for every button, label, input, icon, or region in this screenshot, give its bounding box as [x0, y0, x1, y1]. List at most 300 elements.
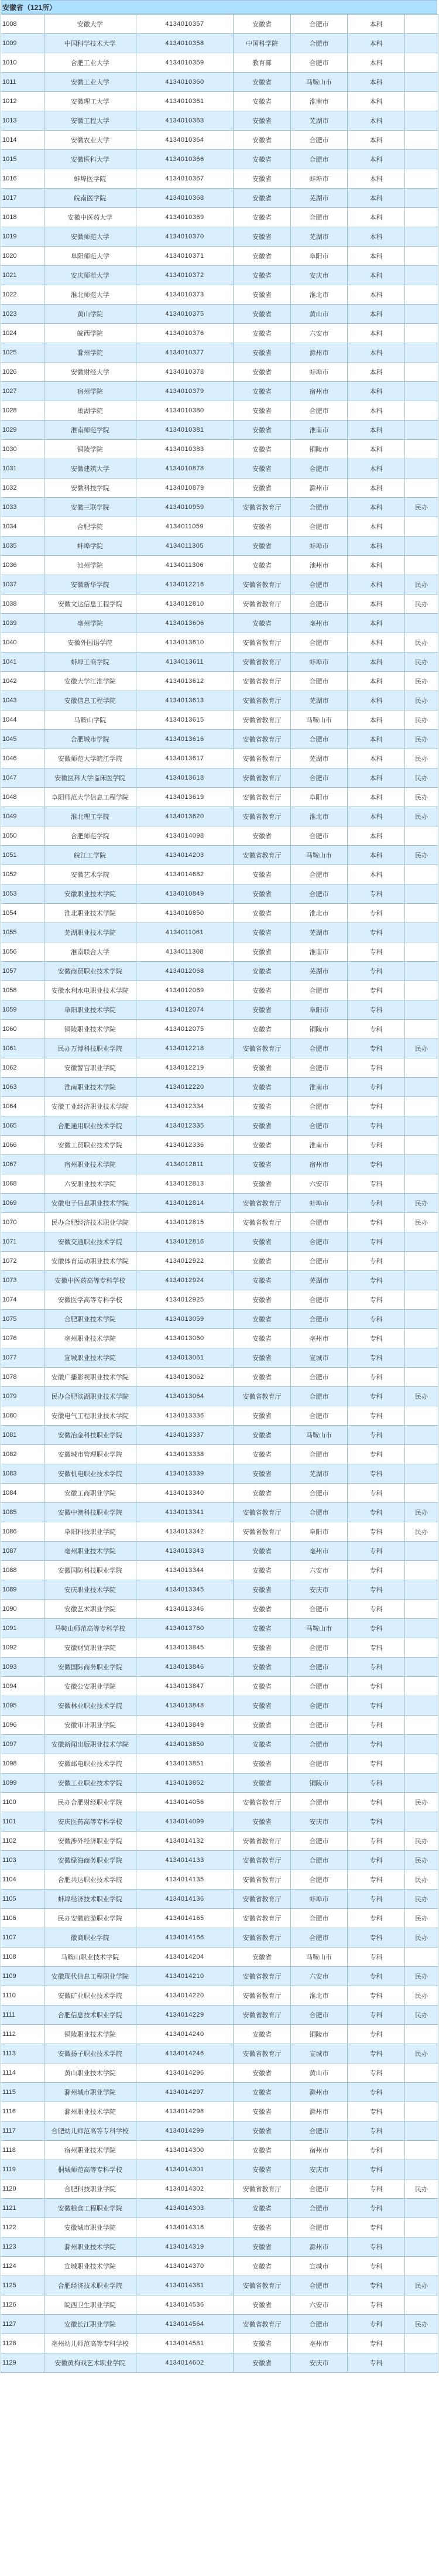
city-cell: 合肥市	[290, 981, 348, 1000]
level-cell: 专科	[348, 1580, 405, 1600]
school-name-cell: 安徽矿业职业技术学院	[44, 1986, 136, 2006]
note-cell	[404, 111, 438, 131]
row-number-cell: 1099	[1, 1774, 44, 1793]
row-number-cell: 1095	[1, 1696, 44, 1716]
city-cell: 合肥市	[290, 1232, 348, 1252]
school-name-cell: 安徽城市管理职业学院	[44, 1445, 136, 1464]
note-cell: 民办	[404, 1194, 438, 1213]
department-cell: 安徽省教育厅	[234, 2179, 291, 2199]
note-cell: 民办	[404, 1967, 438, 1986]
school-name-cell: 安徽理工大学	[44, 92, 136, 111]
row-number-cell: 1045	[1, 730, 44, 749]
department-cell: 安徽省	[234, 1619, 291, 1638]
school-name-cell: 安徽扬子职业技术学院	[44, 2044, 136, 2063]
school-code-cell: 4134014299	[136, 2121, 234, 2141]
school-name-cell: 蚌埠医学院	[44, 169, 136, 189]
city-cell: 马鞍山市	[290, 73, 348, 92]
note-cell: 民办	[404, 1039, 438, 1058]
row-number-cell: 1068	[1, 1174, 44, 1194]
department-cell: 安徽省	[234, 2257, 291, 2276]
row-number-cell: 1087	[1, 1542, 44, 1561]
note-cell	[404, 324, 438, 343]
level-cell: 专科	[348, 2257, 405, 2276]
department-cell: 安徽省	[234, 1677, 291, 1696]
school-name-cell: 安徽体育运动职业技术学院	[44, 1252, 136, 1271]
level-cell: 专科	[348, 1329, 405, 1348]
note-cell: 民办	[404, 749, 438, 768]
department-cell: 安徽省	[234, 169, 291, 189]
row-number-cell: 1055	[1, 923, 44, 942]
school-code-cell: 4134014240	[136, 2025, 234, 2044]
city-cell: 合肥市	[290, 2199, 348, 2218]
department-cell: 安徽省	[234, 537, 291, 556]
level-cell: 本科	[348, 363, 405, 382]
department-cell: 安徽省	[234, 2063, 291, 2083]
level-cell: 本科	[348, 401, 405, 421]
note-cell: 民办	[404, 691, 438, 710]
table-body	[1, 15, 438, 2373]
level-cell: 专科	[348, 2276, 405, 2295]
table-row	[1, 1503, 438, 1522]
level-cell: 本科	[348, 498, 405, 517]
note-cell	[404, 1677, 438, 1696]
school-name-cell: 亳州职业技术学院	[44, 1542, 136, 1561]
table-row	[1, 923, 438, 942]
city-cell: 阜阳市	[290, 1522, 348, 1542]
level-cell: 本科	[348, 169, 405, 189]
city-cell: 淮南市	[290, 1136, 348, 1155]
city-cell: 安庆市	[290, 2353, 348, 2373]
row-number-cell: 1019	[1, 227, 44, 247]
department-cell: 安徽省	[234, 92, 291, 111]
row-number-cell: 1098	[1, 1754, 44, 1774]
level-cell: 专科	[348, 2025, 405, 2044]
department-cell: 安徽省教育厅	[234, 710, 291, 730]
department-cell: 安徽省	[234, 1368, 291, 1387]
level-cell: 专科	[348, 1058, 405, 1078]
note-cell	[404, 343, 438, 363]
table-row	[1, 266, 438, 285]
note-cell	[404, 1464, 438, 1484]
row-number-cell: 1064	[1, 1097, 44, 1116]
department-cell: 安徽省教育厅	[234, 1851, 291, 1870]
school-name-cell: 安徽工商职业学院	[44, 1484, 136, 1503]
city-cell: 亳州市	[290, 614, 348, 633]
note-cell	[404, 382, 438, 401]
school-name-cell: 淮北理工学院	[44, 807, 136, 826]
city-cell: 合肥市	[290, 1213, 348, 1232]
note-cell	[404, 2353, 438, 2373]
level-cell: 本科	[348, 189, 405, 208]
level-cell: 本科	[348, 865, 405, 884]
department-cell: 安徽省	[234, 2141, 291, 2160]
department-cell: 安徽省	[234, 1716, 291, 1735]
department-cell: 安徽省	[234, 826, 291, 846]
school-name-cell: 安徽医学高等专科学校	[44, 1290, 136, 1310]
row-number-cell: 1043	[1, 691, 44, 710]
level-cell: 本科	[348, 150, 405, 169]
level-cell: 专科	[348, 1793, 405, 1812]
school-code-cell: 4134010372	[136, 266, 234, 285]
note-cell: 民办	[404, 633, 438, 652]
note-cell	[404, 285, 438, 305]
school-code-cell: 4134010364	[136, 131, 234, 150]
table-row	[1, 73, 438, 92]
table-row	[1, 1561, 438, 1580]
school-code-cell: 4134013620	[136, 807, 234, 826]
note-cell	[404, 227, 438, 247]
department-cell: 安徽省教育厅	[234, 1213, 291, 1232]
level-cell: 专科	[348, 1097, 405, 1116]
level-cell: 专科	[348, 1174, 405, 1194]
table-row	[1, 498, 438, 517]
row-number-cell: 1056	[1, 942, 44, 962]
school-code-cell: 4134014165	[136, 1909, 234, 1928]
level-cell: 本科	[348, 15, 405, 34]
school-code-cell: 4134013061	[136, 1348, 234, 1368]
row-number-cell: 1104	[1, 1870, 44, 1890]
level-cell: 专科	[348, 904, 405, 923]
level-cell: 专科	[348, 1986, 405, 2006]
note-cell	[404, 2083, 438, 2102]
table-row	[1, 1097, 438, 1116]
department-cell: 安徽省	[234, 150, 291, 169]
level-cell: 本科	[348, 34, 405, 53]
level-cell: 专科	[348, 2334, 405, 2353]
table-row	[1, 343, 438, 363]
level-cell: 专科	[348, 1600, 405, 1619]
city-cell: 蚌埠市	[290, 363, 348, 382]
school-name-cell: 安徽大学江淮学院	[44, 672, 136, 691]
school-code-cell: 4134012068	[136, 962, 234, 981]
note-cell	[404, 923, 438, 942]
row-number-cell: 1122	[1, 2218, 44, 2237]
table-row	[1, 2160, 438, 2179]
row-number-cell: 1115	[1, 2083, 44, 2102]
school-code-cell: 4134012336	[136, 1136, 234, 1155]
school-name-cell: 淮南联合大学	[44, 942, 136, 962]
row-number-cell: 1111	[1, 2006, 44, 2025]
row-number-cell: 1089	[1, 1580, 44, 1600]
note-cell	[404, 884, 438, 904]
city-cell: 合肥市	[290, 865, 348, 884]
school-code-cell: 4134012074	[136, 1000, 234, 1020]
table-row	[1, 227, 438, 247]
level-cell: 专科	[348, 1658, 405, 1677]
note-cell: 民办	[404, 1793, 438, 1812]
school-code-cell: 4134014297	[136, 2083, 234, 2102]
department-cell: 安徽省	[234, 2199, 291, 2218]
level-cell: 专科	[348, 1213, 405, 1232]
city-cell: 滁州市	[290, 2102, 348, 2121]
school-name-cell: 安徽外国语学院	[44, 633, 136, 652]
school-code-cell: 4134010849	[136, 884, 234, 904]
level-cell: 本科	[348, 73, 405, 92]
school-code-cell: 4134012814	[136, 1194, 234, 1213]
department-cell: 安徽省	[234, 2237, 291, 2257]
table-row	[1, 1020, 438, 1039]
school-name-cell: 皖南医学院	[44, 189, 136, 208]
school-name-cell: 安徽工业大学	[44, 73, 136, 92]
level-cell: 本科	[348, 537, 405, 556]
school-name-cell: 宿州学院	[44, 382, 136, 401]
city-cell: 合肥市	[290, 1658, 348, 1677]
city-cell: 芜湖市	[290, 691, 348, 710]
row-number-cell: 1042	[1, 672, 44, 691]
table-row	[1, 672, 438, 691]
school-code-cell: 4134012810	[136, 595, 234, 614]
level-cell: 专科	[348, 1948, 405, 1967]
city-cell: 铜陵市	[290, 1774, 348, 1793]
department-cell: 安徽省	[234, 517, 291, 537]
department-cell: 安徽省	[234, 73, 291, 92]
school-name-cell: 安庆医药高等专科学校	[44, 1812, 136, 1832]
school-code-cell: 4134014296	[136, 2063, 234, 2083]
row-number-cell: 1066	[1, 1136, 44, 1155]
department-cell: 安徽省	[234, 865, 291, 884]
school-code-cell: 4134010373	[136, 285, 234, 305]
school-name-cell: 滁州学院	[44, 343, 136, 363]
row-number-cell: 1117	[1, 2121, 44, 2141]
note-cell: 民办	[404, 672, 438, 691]
school-name-cell: 徽商职业学院	[44, 1928, 136, 1948]
city-cell: 安庆市	[290, 1812, 348, 1832]
school-code-cell: 4134010879	[136, 479, 234, 498]
school-name-cell: 淮南职业技术学院	[44, 1078, 136, 1097]
table-row	[1, 2237, 438, 2257]
row-number-cell: 1058	[1, 981, 44, 1000]
note-cell	[404, 1310, 438, 1329]
school-name-cell: 安徽信息工程学院	[44, 691, 136, 710]
department-cell: 安徽省教育厅	[234, 1387, 291, 1406]
school-name-cell: 安徽绿海商务职业学院	[44, 1851, 136, 1870]
level-cell: 本科	[348, 479, 405, 498]
city-cell: 黄山市	[290, 2063, 348, 2083]
note-cell: 民办	[404, 1909, 438, 1928]
school-name-cell: 安徽广播影视职业技术学院	[44, 1368, 136, 1387]
row-number-cell: 1028	[1, 401, 44, 421]
row-number-cell: 1072	[1, 1252, 44, 1271]
table-row	[1, 1039, 438, 1058]
school-name-cell: 安徽师范大学皖江学院	[44, 749, 136, 768]
school-name-cell: 皖江工学院	[44, 846, 136, 865]
row-number-cell: 1123	[1, 2237, 44, 2257]
table-row	[1, 401, 438, 421]
department-cell: 安徽省	[234, 1754, 291, 1774]
row-number-cell: 1078	[1, 1368, 44, 1387]
department-cell: 安徽省	[234, 111, 291, 131]
level-cell: 本科	[348, 691, 405, 710]
level-cell: 专科	[348, 942, 405, 962]
table-row	[1, 1832, 438, 1851]
level-cell: 专科	[348, 2179, 405, 2199]
note-cell	[404, 1580, 438, 1600]
note-cell: 民办	[404, 730, 438, 749]
level-cell: 本科	[348, 556, 405, 575]
city-cell: 马鞍山市	[290, 1948, 348, 1967]
row-number-cell: 1077	[1, 1348, 44, 1368]
table-row	[1, 1310, 438, 1329]
department-cell: 安徽省	[234, 1464, 291, 1484]
table-row	[1, 34, 438, 53]
level-cell: 本科	[348, 247, 405, 266]
department-cell: 安徽省	[234, 2083, 291, 2102]
level-cell: 本科	[348, 672, 405, 691]
table-row	[1, 208, 438, 227]
note-cell	[404, 2334, 438, 2353]
note-cell	[404, 1078, 438, 1097]
school-code-cell: 4134013616	[136, 730, 234, 749]
note-cell: 民办	[404, 2006, 438, 2025]
table-row	[1, 169, 438, 189]
row-number-cell: 1093	[1, 1658, 44, 1677]
table-row	[1, 575, 438, 595]
city-cell: 合肥市	[290, 595, 348, 614]
row-number-cell: 1036	[1, 556, 44, 575]
school-code-cell: 4134014220	[136, 1986, 234, 2006]
table-row	[1, 1078, 438, 1097]
level-cell: 专科	[348, 1136, 405, 1155]
level-cell: 本科	[348, 382, 405, 401]
table-row	[1, 131, 438, 150]
school-code-cell: 4134014316	[136, 2218, 234, 2237]
row-number-cell: 1121	[1, 2199, 44, 2218]
table-row	[1, 1116, 438, 1136]
school-code-cell: 4134010377	[136, 343, 234, 363]
table-row	[1, 1194, 438, 1213]
level-cell: 专科	[348, 1967, 405, 1986]
school-code-cell: 4134013847	[136, 1677, 234, 1696]
level-cell: 本科	[348, 440, 405, 459]
school-name-cell: 铜陵职业技术学院	[44, 1020, 136, 1039]
level-cell: 本科	[348, 652, 405, 672]
note-cell	[404, 247, 438, 266]
row-number-cell: 1060	[1, 1020, 44, 1039]
school-name-cell: 安徽涉外经济职业学院	[44, 1832, 136, 1851]
department-cell: 安徽省	[234, 382, 291, 401]
table-row	[1, 1058, 438, 1078]
school-name-cell: 安徽农业大学	[44, 131, 136, 150]
level-cell: 专科	[348, 1928, 405, 1948]
level-cell: 本科	[348, 266, 405, 285]
row-number-cell: 1015	[1, 150, 44, 169]
department-cell: 安徽省	[234, 305, 291, 324]
department-cell: 安徽省	[234, 208, 291, 227]
level-cell: 专科	[348, 1638, 405, 1658]
department-cell: 教育部	[234, 53, 291, 73]
table-row	[1, 517, 438, 537]
school-code-cell: 4134012335	[136, 1116, 234, 1136]
school-name-cell: 民办合肥财经职业学院	[44, 1793, 136, 1812]
school-name-cell: 合肥职业技术学院	[44, 1310, 136, 1329]
row-number-cell: 1112	[1, 2025, 44, 2044]
department-cell: 安徽省	[234, 1058, 291, 1078]
level-cell: 专科	[348, 1406, 405, 1426]
table-row	[1, 1174, 438, 1194]
school-name-cell: 安徽林业职业技术学院	[44, 1696, 136, 1716]
school-name-cell: 合肥师范学院	[44, 826, 136, 846]
city-cell: 淮南市	[290, 1078, 348, 1097]
table-row	[1, 1928, 438, 1948]
row-number-cell: 1063	[1, 1078, 44, 1097]
city-cell: 亳州市	[290, 1542, 348, 1561]
note-cell	[404, 942, 438, 962]
department-cell: 安徽省	[234, 440, 291, 459]
department-cell: 安徽省	[234, 962, 291, 981]
school-code-cell: 4134012220	[136, 1078, 234, 1097]
school-name-cell: 安徽机电职业技术学院	[44, 1464, 136, 1484]
school-name-cell: 合肥幼儿师范高等专科学校	[44, 2121, 136, 2141]
table-row	[1, 53, 438, 73]
department-cell: 安徽省教育厅	[234, 652, 291, 672]
note-cell	[404, 479, 438, 498]
school-code-cell: 4134013346	[136, 1600, 234, 1619]
row-number-cell: 1039	[1, 614, 44, 633]
school-code-cell: 4134010368	[136, 189, 234, 208]
row-number-cell: 1069	[1, 1194, 44, 1213]
city-cell: 芜湖市	[290, 749, 348, 768]
school-name-cell: 安庆职业技术学院	[44, 1580, 136, 1600]
province-header: 安徽省（121所）	[1, 0, 437, 14]
table-row	[1, 2102, 438, 2121]
level-cell: 专科	[348, 1194, 405, 1213]
level-cell: 专科	[348, 923, 405, 942]
department-cell: 安徽省教育厅	[234, 1986, 291, 2006]
table-row	[1, 1290, 438, 1310]
city-cell: 阜阳市	[290, 247, 348, 266]
school-code-cell: 4134010357	[136, 15, 234, 34]
table-row	[1, 768, 438, 788]
table-row	[1, 1136, 438, 1155]
note-cell	[404, 2257, 438, 2276]
city-cell: 六安市	[290, 324, 348, 343]
city-cell: 淮北市	[290, 1986, 348, 2006]
city-cell: 宿州市	[290, 1155, 348, 1174]
level-cell: 本科	[348, 421, 405, 440]
note-cell	[404, 53, 438, 73]
city-cell: 合肥市	[290, 1503, 348, 1522]
row-number-cell: 1116	[1, 2102, 44, 2121]
table-row	[1, 1232, 438, 1252]
city-cell: 合肥市	[290, 2315, 348, 2334]
note-cell: 民办	[404, 710, 438, 730]
table-row	[1, 942, 438, 962]
school-name-cell: 安徽大学	[44, 15, 136, 34]
note-cell	[404, 189, 438, 208]
level-cell: 本科	[348, 730, 405, 749]
level-cell: 专科	[348, 1696, 405, 1716]
city-cell: 芜湖市	[290, 189, 348, 208]
row-number-cell: 1034	[1, 517, 44, 537]
city-cell: 合肥市	[290, 2179, 348, 2199]
row-number-cell: 1035	[1, 537, 44, 556]
school-code-cell: 4134013611	[136, 652, 234, 672]
department-cell: 安徽省	[234, 285, 291, 305]
school-code-cell: 4134014203	[136, 846, 234, 865]
level-cell: 专科	[348, 1232, 405, 1252]
school-name-cell: 蚌埠工商学院	[44, 652, 136, 672]
table-row	[1, 1329, 438, 1348]
table-row	[1, 1774, 438, 1793]
row-number-cell: 1071	[1, 1232, 44, 1252]
note-cell	[404, 1774, 438, 1793]
department-cell: 安徽省教育厅	[234, 846, 291, 865]
table-row	[1, 92, 438, 111]
note-cell	[404, 1426, 438, 1445]
city-cell: 合肥市	[290, 1484, 348, 1503]
department-cell: 安徽省	[234, 556, 291, 575]
school-code-cell: 4134013336	[136, 1406, 234, 1426]
